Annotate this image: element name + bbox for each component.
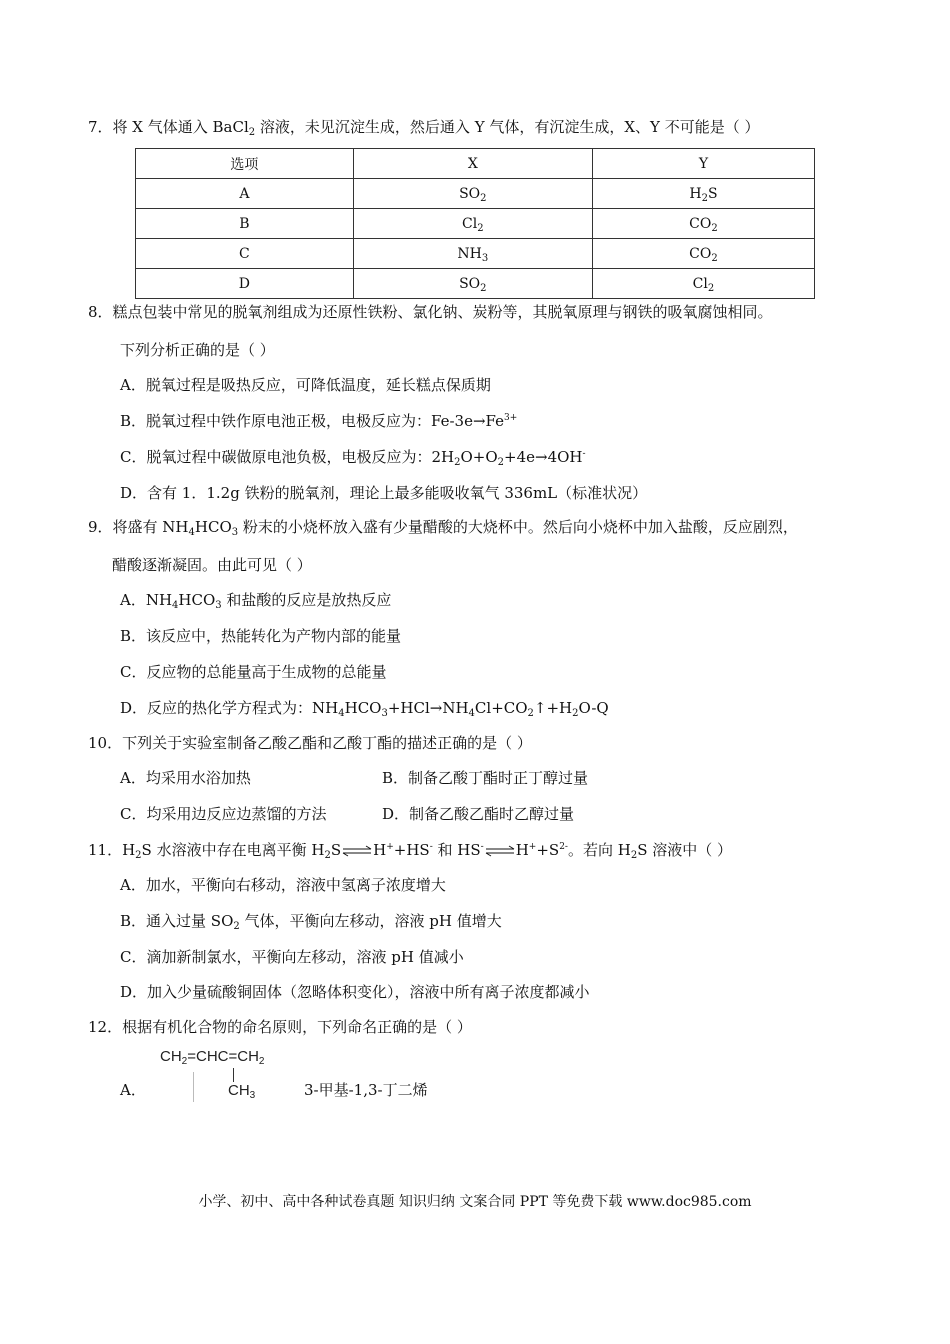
question-11-option-a: A．加水，平衡向右移动，溶液中氢离子浓度增大 [120,876,446,894]
structural-formula-artifact [193,1072,194,1102]
table-cell-x: $Cl_2$ [353,209,592,239]
question-7-stem: 7．将 X 气体通入 BaCl$_2$ 溶液，未见沉淀生成，然后通入 Y 气体，有沉淀生成，X、Y 不可能是（ ） [88,118,760,138]
question-10-option-c: C．均采用边反应边蒸馏的方法 [120,805,327,823]
question-12-stem: 12．根据有机化合物的命名原则，下列命名正确的是（ ） [88,1018,472,1036]
table-cell-x: $NH_3$ [353,239,592,269]
table-row [136,179,815,209]
question-10-stem: 10．下列关于实验室制备乙酸乙酯和乙酸丁酯的描述正确的是（ ） [88,734,532,752]
question-11-option-d: D．加入少量硫酸铜固体（忽略体积变化），溶液中所有离子浓度都减小 [120,983,590,1001]
question-8-stem-line2: 下列分析正确的是（ ） [120,341,275,359]
question-9-option-a: A．$NH_4HCO_3$ 和盐酸的反应是放热反应 [120,591,392,611]
table-cell-option: A [136,179,354,209]
table-cell-option: B [136,209,354,239]
question-9-option-c: C．反应物的总能量高于生成物的总能量 [120,663,387,681]
table-cell-option: D [136,269,354,299]
table-row [136,209,815,239]
question-9-option-b: B．该反应中，热能转化为产物内部的能量 [120,627,402,645]
question-10-option-d: D．制备乙酸乙酯时乙醇过量 [382,805,575,823]
question-9-stem-line2: 醋酸逐渐凝固。由此可见（ ） [112,556,312,574]
question-8-stem-line1: 8．糕点包装中常见的脱氧剂组成为还原性铁粉、氯化钠、炭粉等，其脱氧原理与钢铁的吸氧腐蚀相同。 [88,303,773,321]
question-8-option-c: C．脱氧过程中碳做原电池负极，电极反应为：$2H_2O+O_2+4e\to 4OH^-$ [120,448,586,468]
table-header: 选项 [136,149,354,179]
question-11-option-c: C．滴加新制氯水，平衡向左移动，溶液 pH 值减小 [120,948,464,966]
table-cell-x: $SO_2$ [353,179,592,209]
structural-formula-main-chain: $CH_2=CHC=CH_2$ [160,1048,265,1067]
table-cell-y: $Cl_2$ [592,269,814,299]
question-11-stem: 11．$H_2S$ 水溶液中存在电离平衡 $H_2S$ H++HS- 和 HS- $H^++S^{2-}$。若向 $H_2S$ 溶液中（ ） [88,841,733,861]
reversible-arrow-icon [485,845,515,857]
table-cell-y: $CO_2$ [592,209,814,239]
question-10-option-b: B．制备乙酸丁酯时正丁醇过量 [382,769,589,787]
table-cell-y: $CO_2$ [592,239,814,269]
table-header-row [136,149,815,179]
reversible-arrow-icon [342,845,372,857]
question-10-option-a: A．均采用水浴加热 [120,769,251,787]
table-row [136,239,815,269]
table-cell-y: $H_2S$ [592,179,814,209]
table-cell-x: $SO_2$ [353,269,592,299]
page-footer: 小学、初中、高中各种试卷真题 知识归纳 文案合同 PPT 等免费下载 www.doc985.com [198,1194,752,1210]
structural-formula-bond [233,1068,234,1082]
question-8-option-a: A．脱氧过程是吸热反应，可降低温度，延长糕点保质期 [120,376,491,394]
question-11-option-b: B．通入过量 $SO_2$ 气体，平衡向左移动，溶液 pH 值增大 [120,912,502,932]
question-7-table [135,148,815,299]
table-cell-option: C [136,239,354,269]
question-9-option-d: D．反应的热化学方程式为：$NH_4HCO_3+HCl\to NH_4Cl+CO_2↑+H_2O-Q$ [120,699,609,719]
table-header: Y [592,149,814,179]
question-8-option-b: B．脱氧过程中铁作原电池正极，电极反应为：$Fe-3e\to Fe^{3+}$ [120,412,518,430]
question-8-option-d: D．含有 1．1.2g 铁粉的脱氧剂，理论上最多能吸收氧气 336mL（标准状况） [120,484,648,502]
table-header: X [353,149,592,179]
table-row [136,269,815,299]
structural-formula-methyl: $CH_3$ [228,1082,256,1101]
question-9-stem-line1: 9．将盛有 $NH_4HCO_3$ 粉末的小烧杯放入盛有少量醋酸的大烧杯中。然后向小烧杯中加入盐酸，反应剧烈， [88,518,798,538]
question-12-option-a-name: 3-甲基-1,3-丁二烯 [304,1081,428,1099]
structural-formula [160,1048,300,1106]
question-12-option-a-label: A． [120,1081,146,1099]
